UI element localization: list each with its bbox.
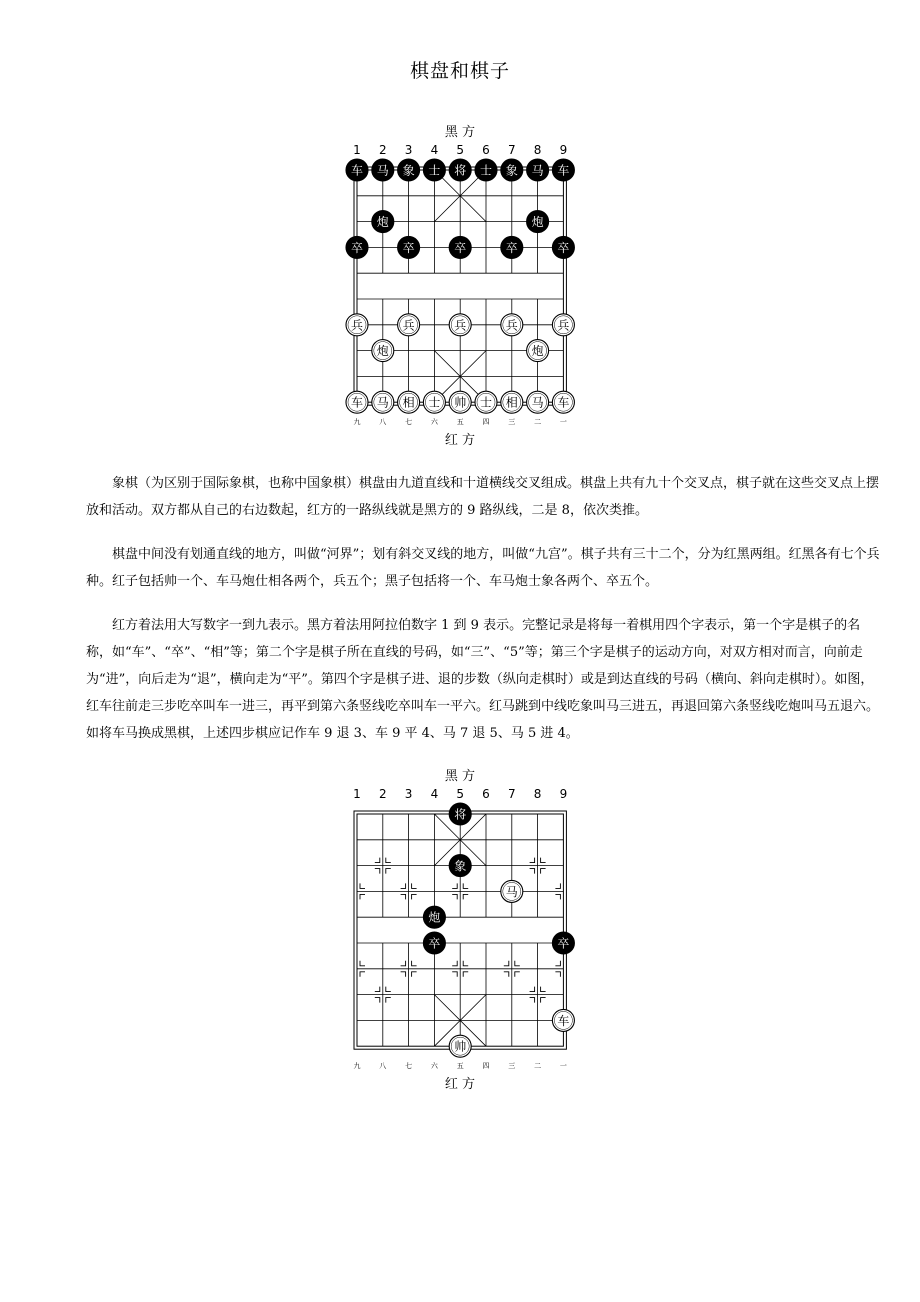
- file-number-bottom: 七: [405, 1062, 413, 1071]
- file-number-bottom: 四: [482, 418, 490, 427]
- position-marker: [386, 998, 391, 1003]
- piece-label: 马: [376, 163, 389, 178]
- position-marker: [463, 883, 468, 888]
- bottom-side-label: 红 方: [444, 1077, 476, 1093]
- file-number-top: 3: [404, 787, 413, 801]
- position-marker: [555, 894, 560, 899]
- file-number-top: 7: [507, 143, 516, 157]
- file-number-top: 9: [559, 143, 568, 157]
- piece-label: 卒: [428, 936, 441, 951]
- piece-label: 兵: [557, 318, 570, 333]
- piece-label: 象: [454, 859, 467, 874]
- file-number-bottom: 六: [430, 1062, 438, 1071]
- position-marker: [401, 883, 406, 888]
- position-marker: [386, 987, 391, 992]
- position-marker: [401, 972, 406, 977]
- piece-label: 士: [428, 163, 441, 178]
- piece-label: 马: [376, 395, 389, 410]
- file-number-top: 6: [482, 143, 490, 157]
- position-marker: [375, 869, 380, 874]
- piece-label: 士: [428, 395, 441, 410]
- position-marker: [452, 883, 457, 888]
- file-number-bottom: 三: [508, 1062, 516, 1071]
- position-marker: [530, 998, 535, 1003]
- file-number-bottom: 五: [456, 418, 464, 427]
- bottom-side-label: 红 方: [444, 433, 476, 449]
- position-marker: [401, 894, 406, 899]
- piece-label: 炮: [428, 910, 441, 925]
- piece-label: 兵: [454, 318, 467, 333]
- file-number-bottom: 八: [379, 418, 387, 427]
- position-marker: [401, 961, 406, 966]
- piece-label: 炮: [531, 344, 544, 359]
- chess-board-example: [340, 762, 580, 1093]
- piece-label: 卒: [557, 240, 570, 255]
- position-marker: [504, 961, 509, 966]
- file-number-bottom: 三: [508, 418, 516, 427]
- position-marker: [452, 961, 457, 966]
- piece-label: 车: [350, 163, 364, 178]
- file-number-bottom: 二: [534, 418, 542, 427]
- position-marker: [515, 961, 520, 966]
- position-marker: [412, 972, 417, 977]
- position-marker: [463, 894, 468, 899]
- position-marker: [530, 869, 535, 874]
- file-number-top: 2: [378, 143, 387, 157]
- position-marker: [375, 998, 380, 1003]
- position-marker: [360, 961, 365, 966]
- file-number-bottom: 四: [482, 1062, 490, 1071]
- top-side-label: 黑 方: [444, 769, 476, 784]
- piece-label: 炮: [376, 344, 389, 359]
- file-number-bottom: 九: [353, 418, 361, 427]
- chess-board-initial: [340, 118, 580, 449]
- position-marker: [375, 858, 380, 863]
- position-marker: [360, 894, 365, 899]
- position-marker: [555, 972, 560, 977]
- piece-label: 兵: [505, 318, 518, 333]
- board-svg: [340, 762, 580, 1093]
- piece-label: 卒: [454, 240, 467, 255]
- piece-label: 炮: [531, 215, 544, 230]
- file-number-bottom: 七: [405, 418, 413, 427]
- file-number-top: 5: [456, 787, 465, 801]
- position-marker: [541, 858, 546, 863]
- piece-label: 车: [350, 395, 364, 410]
- file-number-top: 9: [559, 787, 568, 801]
- position-marker: [452, 894, 457, 899]
- piece-label: 帅: [454, 1039, 467, 1054]
- piece-label: 卒: [557, 936, 570, 951]
- piece-label: 相: [505, 395, 518, 410]
- position-marker: [530, 858, 535, 863]
- file-number-top: 4: [430, 787, 439, 801]
- piece-label: 车: [557, 163, 570, 178]
- paragraph-intro: 象棋（为区别于国际象棋，也称中国象棋）棋盘由九道直线和十道横线交叉组成。棋盘上共有九十个交叉点，棋子就在这些交叉点上摆放和活动。双方都从自己的右边数起，红方的一路纵线就是黑方的 9 路纵线，二是 8，依次类推。: [86, 476, 880, 518]
- piece-label: 卒: [402, 240, 415, 255]
- file-number-top: 5: [456, 143, 465, 157]
- position-marker: [555, 883, 560, 888]
- position-marker: [386, 869, 391, 874]
- paragraph-river-palace: 棋盘中间没有划通直线的地方，叫做“河界”；划有斜交叉线的地方，叫做“九宫”。棋子共有三十二个，分为红黑两组。红黑各有七个兵种。红子包括帅一个、车马炮仕相各两个，兵五个；黑子包括将一个、车马炮士象各两个、卒五个。: [86, 547, 880, 589]
- page-title: 棋盘和棋子: [409, 60, 510, 82]
- paragraph-notation: 红方着法用大写数字一到九表示。黑方着法用阿拉伯数字 1 到 9 表示。完整记录是将每一着棋用四个字表示，第一个字是棋子的名称，如“车”、“卒”、“相”等；第二个字是棋子所在直线的号码，如“三”、“5”等；第三个字是棋子的运动方向，对双方相对而言，向前走为“进”，向后走为“退”，横向走为“平”。第四个字是棋子进、退的步数（纵向走棋时）或是到达直线的号码（横向、斜向走棋时）。如图，红车往前走三步吃卒叫车一进三，再平到第六条竖线吃卒叫车一平六。红马跳到中线吃象叫马三进五，再退回第六条竖线吃炮叫马五退六。如将车马换成黑棋，上述四步棋应记作车 9 退 3、车 9 平 4、马 7 退 5、马 5 进 4。: [86, 618, 880, 741]
- file-number-bottom: 八: [379, 1062, 387, 1071]
- piece-label: 将: [454, 807, 467, 822]
- piece-label: 兵: [350, 318, 364, 333]
- piece-label: 马: [505, 884, 518, 899]
- file-number-top: 1: [353, 787, 361, 801]
- file-number-top: 8: [533, 787, 542, 801]
- file-number-bottom: 二: [534, 1062, 542, 1071]
- position-marker: [386, 858, 391, 863]
- position-marker: [463, 972, 468, 977]
- piece-label: 车: [557, 395, 570, 410]
- position-marker: [555, 961, 560, 966]
- position-marker: [412, 883, 417, 888]
- piece-label: 马: [531, 163, 544, 178]
- position-marker: [360, 972, 365, 977]
- file-number-top: 1: [353, 143, 361, 157]
- top-side-label: 黑 方: [444, 125, 476, 140]
- file-number-top: 8: [533, 143, 542, 157]
- piece-label: 象: [402, 163, 415, 178]
- file-number-top: 4: [430, 143, 439, 157]
- file-number-bottom: 九: [353, 1062, 361, 1071]
- position-marker: [452, 972, 457, 977]
- file-number-top: 2: [378, 787, 387, 801]
- piece-label: 炮: [376, 215, 389, 230]
- piece-label: 卒: [350, 240, 364, 255]
- position-marker: [375, 987, 380, 992]
- piece-label: 卒: [505, 240, 518, 255]
- position-marker: [530, 987, 535, 992]
- position-marker: [463, 961, 468, 966]
- position-marker: [360, 883, 365, 888]
- piece-label: 士: [479, 163, 493, 178]
- piece-label: 马: [531, 395, 544, 410]
- piece-label: 兵: [402, 318, 415, 333]
- board-svg: [340, 118, 580, 449]
- file-number-top: 6: [482, 787, 490, 801]
- file-number-bottom: 一: [559, 418, 567, 427]
- piece-label: 相: [402, 395, 415, 410]
- file-number-bottom: 六: [430, 418, 438, 427]
- file-number-bottom: 一: [559, 1062, 567, 1071]
- position-marker: [541, 987, 546, 992]
- piece-label: 士: [479, 395, 493, 410]
- position-marker: [412, 961, 417, 966]
- piece-label: 象: [505, 163, 518, 178]
- piece-label: 帅: [454, 395, 467, 410]
- piece-label: 车: [557, 1013, 570, 1028]
- position-marker: [412, 894, 417, 899]
- position-marker: [504, 972, 509, 977]
- file-number-top: 3: [404, 143, 413, 157]
- position-marker: [515, 972, 520, 977]
- position-marker: [541, 998, 546, 1003]
- position-marker: [541, 869, 546, 874]
- file-number-top: 7: [507, 787, 516, 801]
- file-number-bottom: 五: [456, 1062, 464, 1071]
- piece-label: 将: [454, 163, 467, 178]
